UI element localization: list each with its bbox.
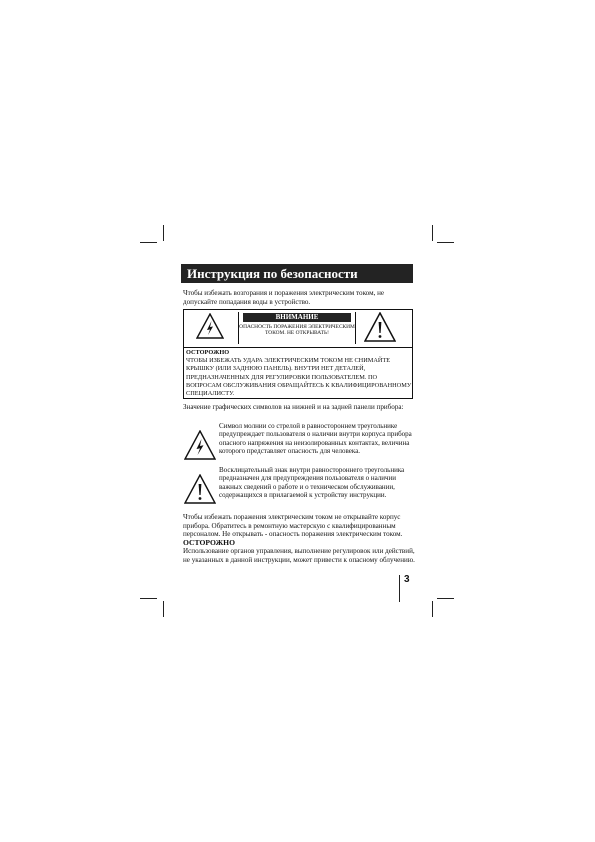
crop-mark: [432, 601, 433, 617]
section-title: Инструкция по безопасности: [181, 264, 413, 283]
symbol-description: Символ молнии со стрелой в равностороннем треугольнике предупреждает пользователя о наличии внутри корпуса прибора опасного напряжения на неизолированных контактах, величина которого представляет опасность для человека.: [219, 422, 412, 456]
crop-mark: [140, 242, 157, 243]
crop-mark: [437, 598, 454, 599]
warning-label-block: [238, 312, 356, 344]
warning-box: [183, 309, 413, 399]
symbol-description: Восклицательный знак внутри равностороннего треугольника предназначен для предупреждения пользователя о наличии важных сведений о работе и о техническом обслуживании, содержащихся в прилагаемой к устройству инструкции.: [219, 466, 405, 500]
warning-label: ВНИМАНИЕ: [243, 313, 351, 322]
closing-heading: ОСТОРОЖНО: [183, 537, 235, 547]
warning-box-divider: [184, 347, 412, 348]
crop-mark: [432, 225, 433, 241]
warning-box-header: [184, 310, 412, 346]
warning-heading: ОСТОРОЖНО: [186, 349, 230, 356]
warning-box-body: [186, 349, 412, 398]
crop-mark: [437, 242, 454, 243]
symbols-intro: Значение графических символов на нижней и на задней панели прибора:: [183, 403, 404, 411]
page-number-rule: [399, 575, 400, 602]
closing-section: [183, 513, 415, 565]
warning-body-text: ЧТОБЫ ИЗБЕЖАТЬ УДАРА ЭЛЕКТРИЧЕСКИМ ТОКОМ НЕ СНИМАЙТЕ КРЫШКУ (ИЛИ ЗАДНЮЮ ПАНЕЛЬ). ВНУТРИ НЕТ ДЕТАЛЕЙ, ПРЕДНАЗНАЧЕННЫХ ДЛЯ РЕГУЛИРОВКИ ПОЛЬЗОВАТЕЛЕМ. ПО ВОПРОСАМ ОБСЛУЖИВАНИЯ ОБРАЩАЙТЕСЬ К КВАЛИФИЦИРОВАННОМУ СПЕЦИАЛИСТУ.: [186, 357, 412, 398]
intro-text: Чтобы избежать возгорания и поражения электрическим током, не допускайте попадания воды в устройство.: [183, 289, 385, 306]
exclamation-triangle-icon: [364, 312, 396, 347]
page-number: 3: [404, 574, 410, 585]
crop-mark: [163, 225, 164, 241]
crop-mark: [140, 598, 157, 599]
crop-mark: [163, 601, 164, 617]
closing-body: Использование органов управления, выполнение регулировок или действий, не указанных в данной инструкции, может привести к опасному облучению.: [183, 547, 415, 564]
exclamation-triangle-icon: [184, 474, 216, 509]
lightning-triangle-icon: [184, 430, 216, 465]
closing-text: Чтобы избежать поражения электрическим током не открывайте корпус прибора. Обратитесь в ремонтную мастерскую с квалифицированным персоналом. Не открывать - опасность поражения электрическим током.: [183, 513, 403, 539]
lightning-triangle-icon: [196, 313, 224, 344]
warning-subtext: ОПАСНОСТЬ ПОРАЖЕНИЯ ЭЛЕКТРИЧЕСКИМ ТОКОМ. НЕ ОТКРЫВАТЬ!: [239, 324, 355, 337]
